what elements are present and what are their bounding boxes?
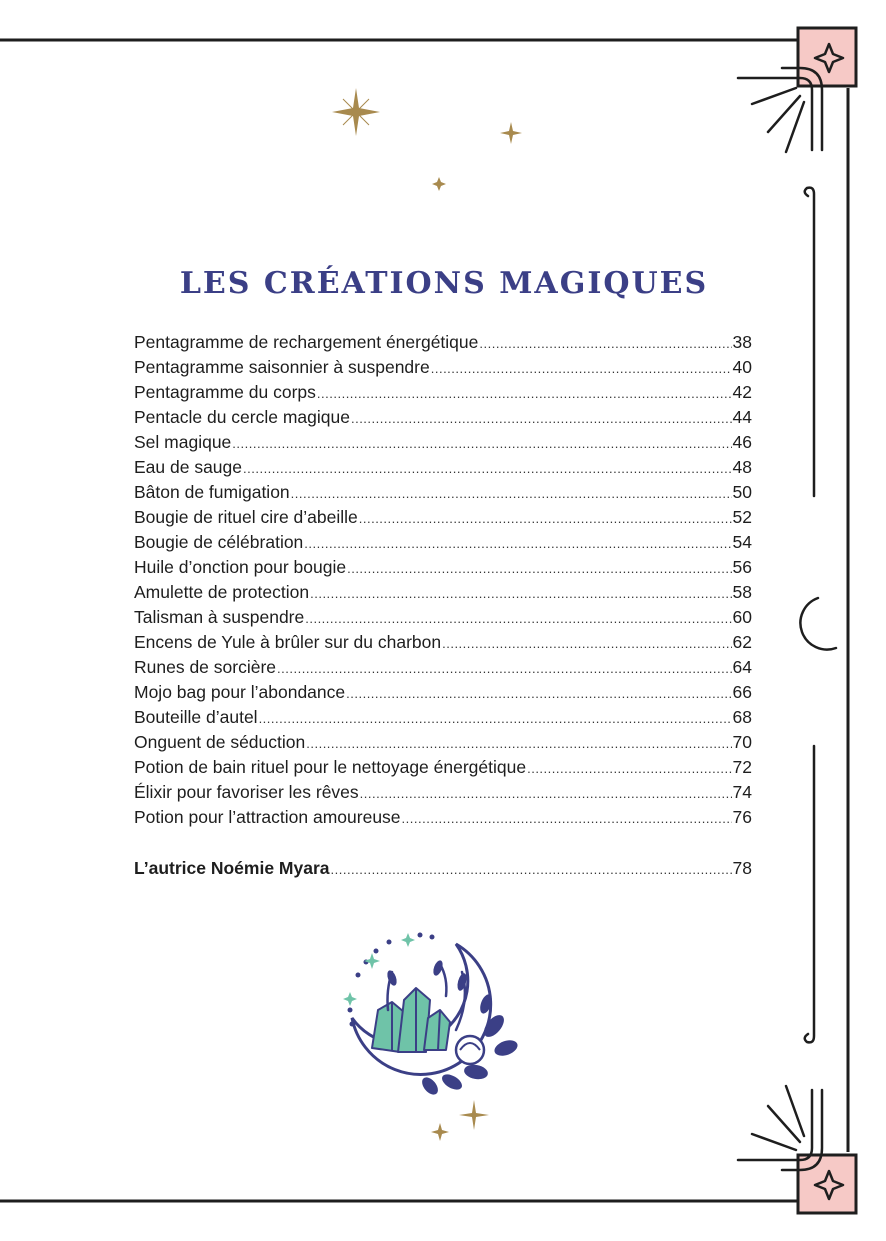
sun-rays-icon [738,68,822,152]
toc-entry[interactable] [134,805,752,830]
toc-entry[interactable] [134,380,752,405]
table-of-contents [134,330,752,881]
toc-entry-page: 44 [732,407,752,427]
toc-entry[interactable] [134,755,752,780]
toc-entry-page: 66 [732,682,752,702]
toc-entry[interactable] [134,405,752,430]
toc-entry[interactable] [134,605,752,630]
toc-entry-page: 42 [732,382,752,402]
toc-entry-label: L’autrice Noémie Myara [134,858,330,878]
toc-entry-label: Potion pour l’attraction amoureuse [134,807,401,827]
dot-leader [431,356,732,381]
side-ornament [805,188,814,1043]
dot-leader [346,681,731,706]
dot-leader [359,506,732,531]
crescent-moon-icon [800,598,836,650]
moon-crystal-emblem [343,933,520,1098]
toc-entry-page: 54 [732,532,752,552]
toc-entry[interactable] [134,630,752,655]
toc-entry-label: Amulette de protection [134,582,310,602]
toc-entry-label: Sel magique [134,432,232,452]
toc-entry-page: 74 [732,782,752,802]
sparkle-star-icon [500,122,522,144]
toc-entry-label: Mojo bag pour l’abondance [134,682,346,702]
toc-entry-label: Potion de bain rituel pour le nettoyage énergétique [134,757,527,777]
toc-entry[interactable] [134,455,752,480]
toc-entry-page: 58 [732,582,752,602]
toc-entry-label: Bougie de célébration [134,532,304,552]
dot-leader [442,631,731,656]
toc-entry-page: 78 [732,858,752,878]
sparkle-star-icon [432,177,446,191]
sparkle-star-icon [459,1100,489,1130]
dot-leader [360,781,732,806]
dot-leader [259,706,732,731]
toc-entry[interactable] [134,555,752,580]
toc-entry[interactable] [134,430,752,455]
toc-entry-label: Pentacle du cercle magique [134,407,350,427]
toc-entry-label: Encens de Yule à brûler sur du charbon [134,632,442,652]
dot-leader [402,806,732,831]
toc-entry[interactable] [134,655,752,680]
dot-leader [232,431,731,456]
toc-entry[interactable] [134,730,752,755]
toc-entry[interactable] [134,505,752,530]
dot-leader [331,857,732,882]
toc-entry[interactable] [134,680,752,705]
dot-leader [527,756,731,781]
toc-entry-page: 38 [732,332,752,352]
toc-entry-label: Runes de sorcière [134,657,277,677]
dot-leader [351,406,732,431]
dot-leader [243,456,732,481]
dot-leader [310,581,731,606]
toc-entry-page: 48 [732,457,752,477]
dot-leader [317,381,732,406]
sparkle-star-icon [332,88,380,136]
toc-entry[interactable] [134,530,752,555]
dot-leader [306,731,731,756]
dot-leader [277,656,732,681]
dot-leader [347,556,731,581]
toc-entry-page: 60 [732,607,752,627]
toc-entry-label: Pentagramme de rechargement énergétique [134,332,479,352]
toc-entry[interactable] [134,330,752,355]
section-title: LES CRÉATIONS MAGIQUES [179,266,709,301]
toc-entry-page: 70 [732,732,752,752]
corner-diamond-icon [798,28,856,86]
toc-author-entry[interactable] [134,856,752,881]
toc-entry-label: Bougie de rituel cire d’abeille [134,507,358,527]
toc-entry-page: 72 [732,757,752,777]
toc-entry-page: 62 [732,632,752,652]
toc-entry-label: Pentagramme saisonnier à suspendre [134,357,430,377]
dot-leader [305,606,731,631]
corner-diamond-icon [798,1155,856,1213]
toc-entry-page: 46 [732,432,752,452]
toc-entry-page: 52 [732,507,752,527]
toc-entry[interactable] [134,480,752,505]
toc-entry-label: Bouteille d’autel [134,707,258,727]
sun-rays-icon [738,1086,822,1170]
toc-entry-page: 50 [732,482,752,502]
toc-entry-page: 56 [732,557,752,577]
toc-entry-label: Bâton de fumigation [134,482,290,502]
toc-entry-label: Huile d’onction pour bougie [134,557,347,577]
toc-entry-label: Onguent de séduction [134,732,306,752]
toc-entry-page: 68 [732,707,752,727]
toc-entry-label: Eau de sauge [134,457,243,477]
toc-entry-label: Talisman à suspendre [134,607,305,627]
toc-entry-page: 76 [732,807,752,827]
toc-entry[interactable] [134,705,752,730]
toc-entry[interactable] [134,355,752,380]
toc-entry-page: 64 [732,657,752,677]
dot-leader [304,531,731,556]
dot-leader [479,331,731,356]
dot-leader [291,481,732,506]
toc-entry-page: 40 [732,357,752,377]
toc-entry[interactable] [134,780,752,805]
toc-entry-label: Pentagramme du corps [134,382,316,402]
sparkle-star-icon [431,1123,449,1141]
toc-entry[interactable] [134,580,752,605]
toc-entry-label: Élixir pour favoriser les rêves [134,782,359,802]
